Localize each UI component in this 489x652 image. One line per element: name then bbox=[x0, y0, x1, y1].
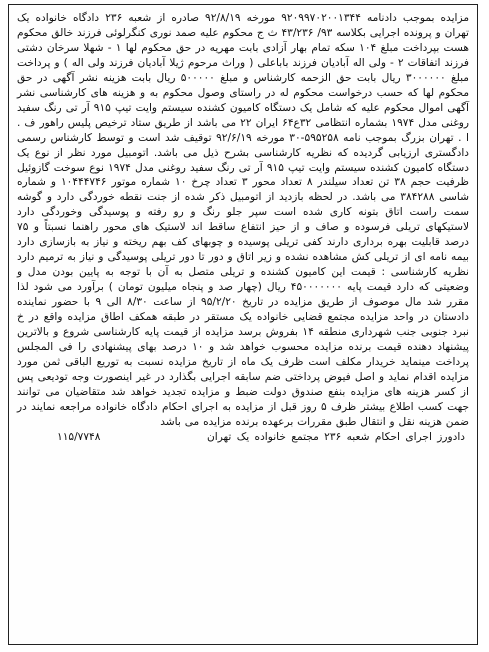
notice-footer bbox=[17, 431, 469, 443]
auction-notice bbox=[8, 4, 478, 645]
reference-number: ۱۱۵/۷۷۴۸ bbox=[57, 430, 101, 443]
notice-body bbox=[17, 11, 469, 430]
notice-paragraph: مزایده بموجب دادنامه ۹۲۰۹۹۷۰۲۰۰۱۳۴۴ مورخه ۹۲/۸/۱۹ صادره از شعبه ۲۳۶ دادگاه خانواده یک تهران و پرونده اجرایی بکلاسه ۹۳/ ۴۳/۲۳۶ ث ج محکوم علیه صمد نوری کنگرلوئی فرزند خالق محکوم هست بپرداخت مبلغ ۱۰۴ سکه تمام بهار آزادی بابت مهریه در حق محکوم لها ۱ - شهلا سرخان دشتی فرزند اتفاقات ۲ - ولی اله آبادیان فرزند باباعلی ( وراث مرحوم ژیلا آبادیان فرزند ولی اله ) و پرداخت مبلغ ۳۰۰۰۰۰۰ ریال بابت حق الزحمه کارشناس و مبلغ ۵۰۰۰۰۰ ریال بابت هزینه نشر آگهی در حق محکوم لها که حسب درخواست محکوم له در راستای وصول محکوم به و هزینه های کارشناسی نشر آگهی اموال محکوم علیه که شامل یک دستگاه کامیون کشنده سیستم وایت تیپ ۹۱۵ آر تی رنگ سفید روغنی مدل ۱۹۷۴ بشماره انتظامی ۳۲ع۶۴ ایران ۲۲ می باشد از طریق ستاد ترخیص پلیس راهور ف . ا . تهران بزرگ بموجب نامه ۵۹۵۲۵۸-۳۰ مورخه ۹۲/۶/۱۹ توقیف شد است و توسط کارشناس رسمی دادگستری ارزیابی گردیده که نظریه کارشناسی بشرح ذیل می باشد. اتومبیل مورد نظر از نوع یک دستگاه کامیون کشنده سیستم وایت تیپ ۹۱۵ آر تی رنگ سفید روغنی مدل ۱۹۷۴ نوع سوخت گازوئیل ظرفیت حجم ۳۸ تن تعداد سیلندر ۸ تعداد محور ۳ تعداد چرخ ۱۰ شماره موتور ۱۰۴۴۴۷۴۶ و شماره شاسی ۳۸۴۲۸۸ می باشد. در لحظه بازدید از اتومبیل ذکر شده از جنت نقطه خوردگی دارد و گوشه سمت راست اتاق بتونه کاری شده است سپر جلو رنگ و رو رفته و پوسیدگی وخوردگی دارد لاستیکهای تریلی فرسوده و صاف و از حیز انتفاع ساقط اند لاستیک های محور راهنما نسبتاً و ۷۵ درصد قابلیت بهره برداری دارند کفی تریلی پوسیده و چوبهای کف بهم ریخته و نیاز به بازسازی دارد بیمه نامه ای از تریلی کش مشاهده نشده و زیر اتاق و دور تا دور تریلی پوسیدگی و نیاز به ترمیم دارد نظریه کارشناسی : قیمت این کامیون کشنده و تریلی متصل به آن با توجه به پایین بودن مدل و وضعیتی که دارد قیمت پایه ۴۵۰۰۰۰۰۰۰ ریال (چهار صد و پنجاه میلیون تومان ) برآورد می شود لذا مقرر شد مال موصوف از طریق مزایده در تاریخ ۹۵/۲/۲۰ از ساعت ۸/۳۰ الی ۹ با حضور نماینده دادستان در واحد مزایده مجتمع قضایی خانواده یک مستقر در طبقه همکف اطاق مزایده واقع در خ نبرد جنوبی جنب شهرداری منطقه ۱۴ بفروش برسد مزایده از قیمت پایه کارشناسی شروع و بالاترین پیشنهاد دهنده قیمت برنده مزایده محسوب خواهد شد و ۱۰ درصد بهای پیشنهادی را فی المجلس پرداخت مینماید خریدار مکلف است ظرف یک ماه از تاریخ مزایده نسبت به توریع الباقی ثمن مورد مزایده اقدام نماید و اصل فیوض پرداختی ضم سابقه اجرایی بگذارد در غیر اینصورت وجه تودیعی پس از کسر هزینه های مزایده بنفع صندوق دولت ضبط و مزایده تجدید خواهد شد متقاضیان می توانند جهت کسب اطلاع بیشتر ظرف ۵ روز قبل از مزایده به اجرای احکام دادگاه خانواده مراجعه نمایند در ضمن هزینه نقل و انتقال طبق مقررات برعهده برنده مزایده می باشد bbox=[17, 12, 470, 428]
signature-line: دادورز اجرای احکام شعبه ۲۳۶ مجتمع خانواده یک تهران bbox=[206, 430, 465, 443]
